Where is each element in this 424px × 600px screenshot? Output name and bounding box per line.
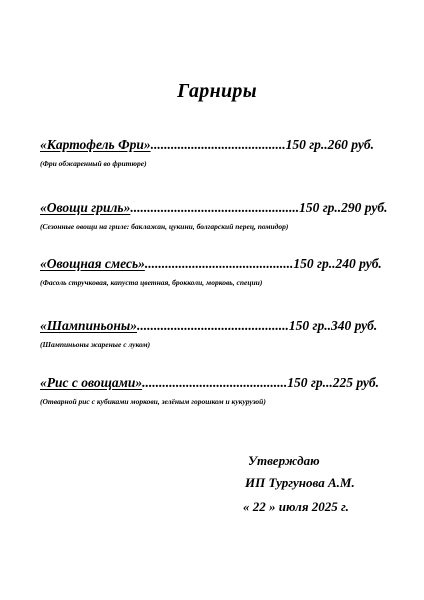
page-title: Гарниры: [177, 80, 257, 102]
item-name: «Овощная смесь»: [40, 256, 145, 271]
menu-item-rice-with-vegetables: [40, 375, 410, 407]
menu-item-fries: [40, 137, 410, 169]
item-dots: ............................................: [144, 256, 294, 271]
item-description: (Отварной рис с кубиками моркови, зелёным горошком и кукурузой): [40, 397, 266, 406]
item-dots: .............................................: [137, 318, 289, 333]
item-line: [40, 137, 410, 153]
item-description: (Фасоль стручковая, капуста цветная, брокколи, морковь, специи): [40, 278, 263, 287]
item-description: (Сезонные овощи на гриле: баклажан, цукини, болгарский перец, помидор): [40, 222, 289, 231]
item-name: «Шампиньоны»: [40, 318, 137, 333]
item-line: [40, 318, 410, 334]
item-line: [40, 256, 410, 272]
approver-name: ИП Тургунова А.М.: [245, 475, 355, 490]
menu-item-grilled-vegetables: [40, 200, 410, 232]
item-dots: ...........................................: [142, 375, 288, 390]
menu-item-mushrooms: [40, 318, 410, 350]
item-name: «Рис с овощами»: [40, 375, 143, 390]
item-price: 150 гр...225 руб.: [287, 375, 380, 390]
item-description: (Фри обжаренный во фритюре): [40, 159, 147, 168]
item-name: «Овощи гриль»: [40, 200, 131, 215]
menu-item-vegetable-mix: [40, 256, 410, 288]
item-price: 150 гр..260 руб.: [285, 137, 374, 152]
item-line: [40, 375, 410, 391]
item-name: «Картофель Фри»: [40, 137, 151, 152]
item-line: [40, 200, 410, 216]
item-price: 150 гр..240 руб.: [293, 256, 382, 271]
item-description: (Шампиньоны жареные с луком): [40, 340, 151, 349]
item-price: 150 гр..340 руб.: [288, 318, 378, 333]
approval-date: « 22 » июля 2025 г.: [243, 499, 349, 514]
approve-label: Утверждаю: [248, 453, 320, 468]
item-dots: ........................................: [150, 137, 286, 152]
item-dots: ..................................................: [130, 200, 300, 215]
item-price: 150 гр..290 руб.: [299, 200, 388, 215]
